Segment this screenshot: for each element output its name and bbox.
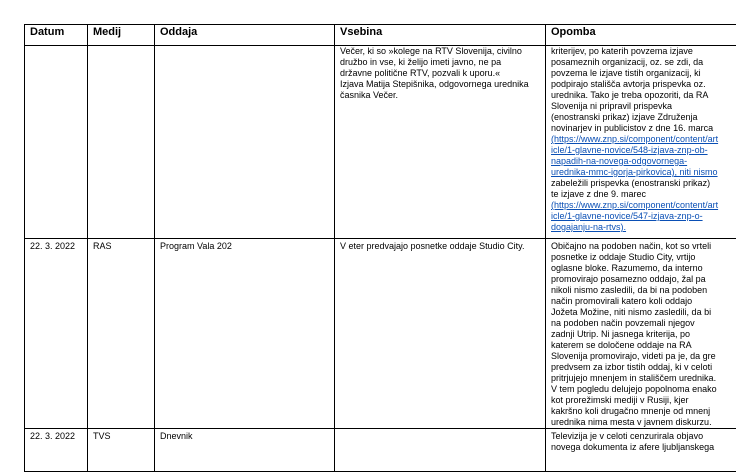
znp-link-548-line[interactable]: (https://www.znp.si/component/content/art <box>551 134 732 145</box>
opomba-line: Slovenija ni pripravil prispevka <box>551 101 732 112</box>
opomba-line: novinarjev in publicistov z dne 16. marca <box>551 123 732 134</box>
opomba-line: Jožeta Možine, niti nismo zasledili, da bi <box>551 307 732 318</box>
cell-oddaja: Dnevnik <box>155 429 335 472</box>
cell-datum: 22. 3. 2022 <box>25 429 88 472</box>
opomba-line: Običajno na podoben način, kot so vrteli <box>551 241 732 252</box>
opomba-line: posameznih organizacij, oz. se zdi, da <box>551 57 732 68</box>
opomba-line: kriterijev, po katerih povzema izjave <box>551 46 732 57</box>
znp-link-547-line[interactable]: (https://www.znp.si/component/content/art <box>551 200 732 211</box>
opomba-line: kakršno koli drugačno mnenje od mnenj <box>551 406 732 417</box>
znp-link-547-line[interactable]: dogajanju-na-rtvs). <box>551 222 732 233</box>
opomba-line: nikoli nismo zasledili, da bi na podoben <box>551 285 732 296</box>
header-medij: Medij <box>88 25 155 46</box>
opomba-line: zabeležili prispevka (enostranski prikaz) <box>551 178 732 189</box>
opomba-line: Slovenija promovirajo, videti pa je, da gre <box>551 351 732 362</box>
opomba-line: novega dokumenta iz afere ljubljanskega <box>551 442 732 453</box>
opomba-line: katerem se določene oddaje na RA <box>551 340 732 351</box>
cell-opomba <box>546 429 736 472</box>
opomba-line: te izjave z dne 9. marec <box>551 189 732 200</box>
opomba-line: V tem pogledu delujejo popolnoma enako <box>551 384 732 395</box>
vsebina-line: družbo in vse, ki želijo imeti javno, ne pa <box>340 57 540 68</box>
table-row <box>25 46 736 239</box>
header-datum: Datum <box>25 25 88 46</box>
cell-opomba <box>546 239 736 429</box>
znp-link-548-line[interactable]: urednika-mmc-igorja-pirkovica), niti nismo <box>551 167 732 178</box>
opomba-line: predvsem za izbor tistih oddaj, ki v celoti <box>551 362 732 373</box>
header-row <box>25 25 736 46</box>
header-oddaja: Oddaja <box>155 25 335 46</box>
header-vsebina: Vsebina <box>335 25 546 46</box>
opomba-line: kot prorežimski mediji v Rusiji, kjer <box>551 395 732 406</box>
opomba-line: povzema le izjave tistih organizacij, ki <box>551 68 732 79</box>
table-row <box>25 429 736 472</box>
znp-link-548-line[interactable]: icle/1-glavne-novice/548-izjava-znp-ob- <box>551 145 732 156</box>
cell-datum: 22. 3. 2022 <box>25 239 88 429</box>
opomba-line: Televizija je v celoti cenzurirala objavo <box>551 431 732 442</box>
opomba-line: promovirajo posamezno oddajo, žal pa <box>551 274 732 285</box>
opomba-line: pritrjujejo mnenjem in stališčem urednika. <box>551 373 732 384</box>
opomba-line: zadnji Utrip. Ni jasnega kriterija, po <box>551 329 732 340</box>
cell-datum <box>25 46 88 239</box>
cell-medij <box>88 46 155 239</box>
vsebina-line: V eter predvajajo posnetke oddaje Studio City. <box>340 241 540 252</box>
opomba-line: urednika nima mesta v javnem diskurzu. <box>551 417 732 428</box>
cell-vsebina <box>335 429 546 472</box>
opomba-line: oglasne bloke. Razumemo, da interno <box>551 263 732 274</box>
opomba-line: urednika. Tako je treba opozoriti, da RA <box>551 90 732 101</box>
report-table <box>24 24 736 472</box>
cell-oddaja <box>155 46 335 239</box>
cell-medij: RAS <box>88 239 155 429</box>
cell-oddaja: Program Vala 202 <box>155 239 335 429</box>
vsebina-line: Večer, ki so »kolege na RTV Slovenija, civilno <box>340 46 540 57</box>
table-row <box>25 239 736 429</box>
cell-medij: TVS <box>88 429 155 472</box>
opomba-line: na podoben način povzemali njegov <box>551 318 732 329</box>
znp-link-547-line[interactable]: icle/1-glavne-novice/547-izjava-znp-o- <box>551 211 732 222</box>
vsebina-line: Izjava Matija Stepišnika, odgovornega urednika <box>340 79 540 90</box>
opomba-line: (enostranski prikaz) izjave Združenja <box>551 112 732 123</box>
opomba-line: posnetke iz oddaje Studio City, vrtijo <box>551 252 732 263</box>
znp-link-548-line[interactable]: napadih-na-novega-odgovornega- <box>551 156 732 167</box>
vsebina-line: časnika Večer. <box>340 90 540 101</box>
opomba-line: način promovirali katero koli oddajo <box>551 296 732 307</box>
cell-opomba <box>546 46 736 239</box>
cell-vsebina <box>335 239 546 429</box>
opomba-line: podpirajo stališča avtorja prispevka oz. <box>551 79 732 90</box>
header-opomba: Opomba <box>546 25 736 46</box>
cell-vsebina <box>335 46 546 239</box>
vsebina-line: državne politične RTV, pozvali k uporu.« <box>340 68 540 79</box>
